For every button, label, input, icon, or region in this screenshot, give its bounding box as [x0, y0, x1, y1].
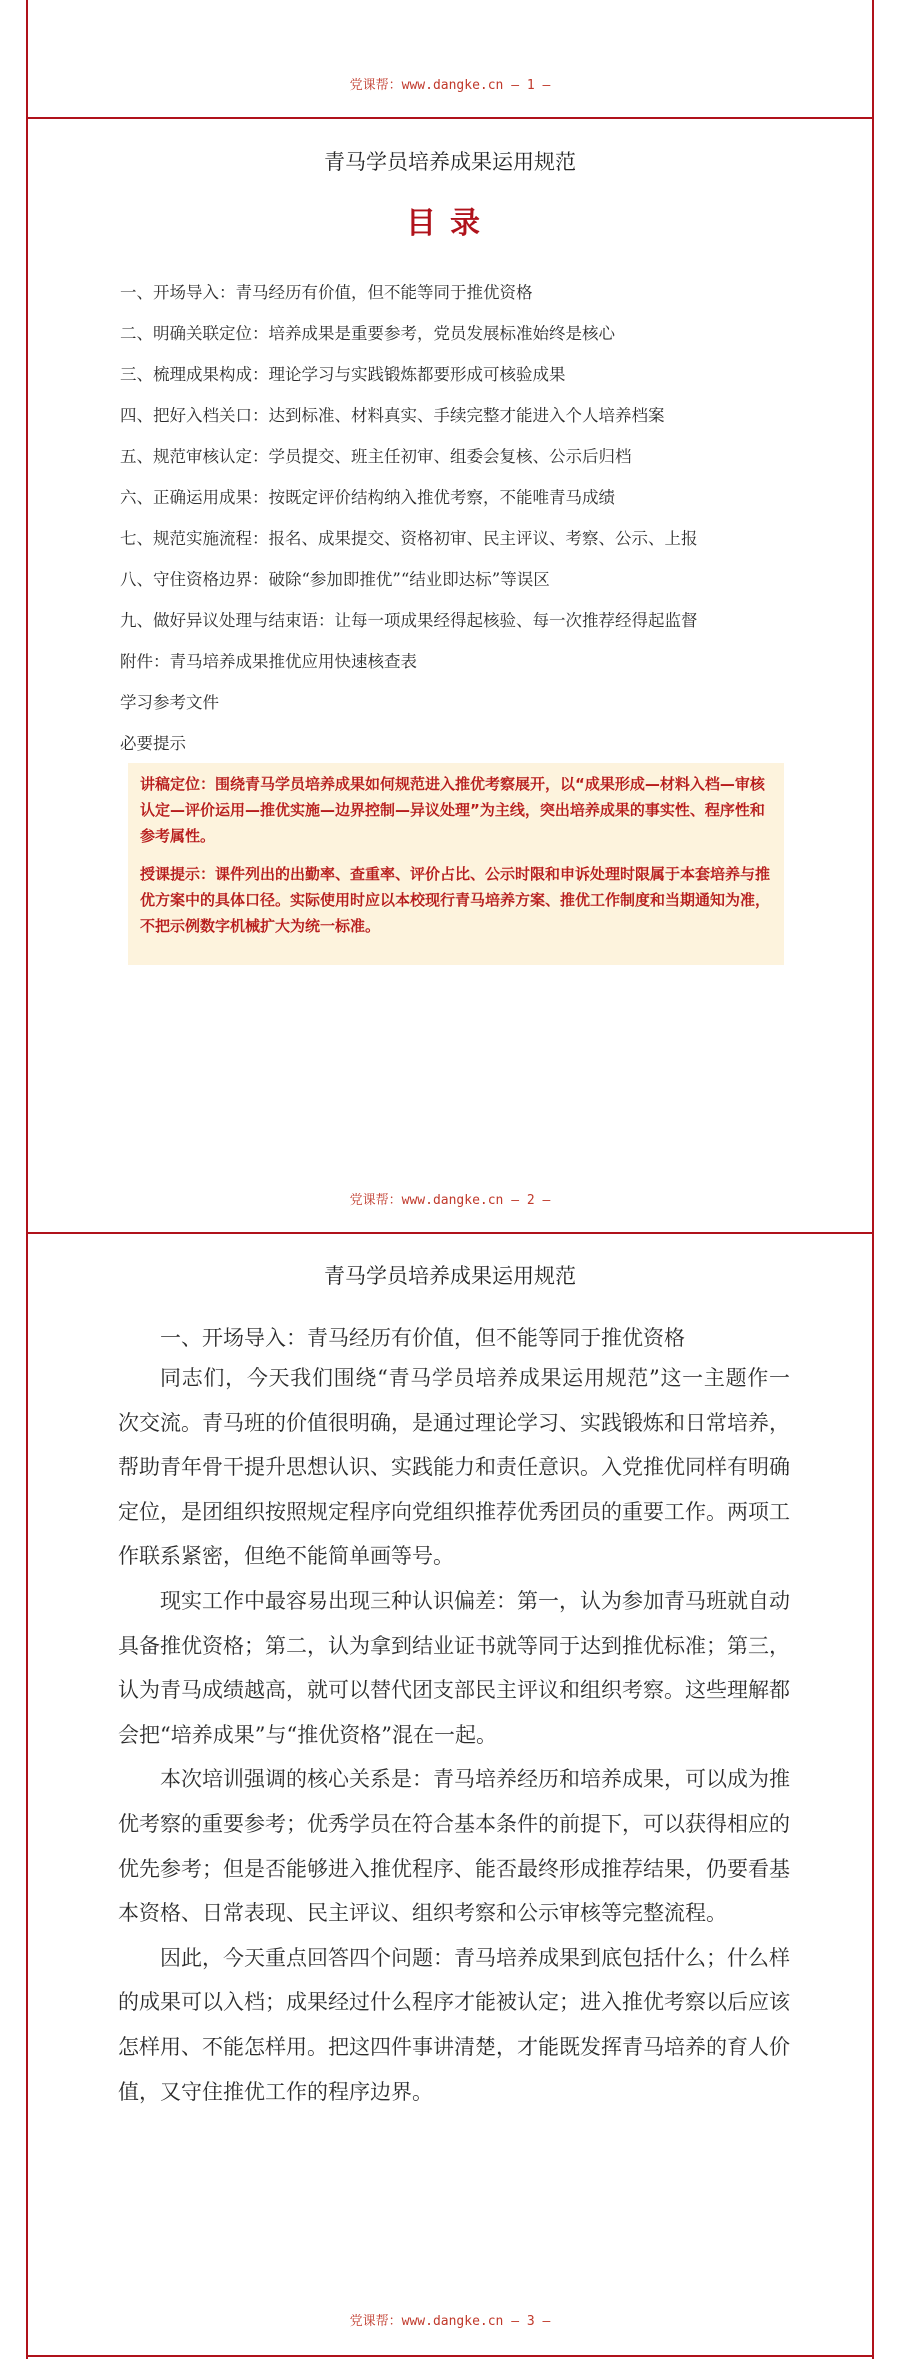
toc-item[interactable]: 九、做好异议处理与结束语：让每一项成果经得起核验、每一次推荐经得起监督 — [120, 611, 698, 630]
teaching-tip-note: 授课提示：课件列出的出勤率、查重率、评价占比、公示时限和申诉处理时限属于本套培养与推优方案中的具体口径。实际使用时应以本校现行青马培养方案、推优工作制度和当期通知为准，不把示例数字机械扩大为统一标准。 — [140, 865, 771, 935]
toc-item[interactable]: 必要提示 — [120, 734, 186, 753]
toc-item[interactable]: 二、明确关联定位：培养成果是重要参考，党员发展标准始终是核心 — [120, 324, 615, 343]
body-paragraph: 因此，今天重点回答四个问题：青马培养成果到底包括什么；什么样的成果可以入档；成果经过什么程序才能被认定；进入推优考察以后应该怎样用、不能怎样用。把这四件事讲清楚，才能既发挥青马培养的育人价值，又守住推优工作的程序边界。 — [118, 1945, 790, 2104]
table-of-contents — [120, 272, 820, 764]
page-footer-3: 党课帮：www.dangke.cn — 3 — — [349, 2314, 551, 2329]
toc-item[interactable]: 三、梳理成果构成：理论学习与实践锻炼都要形成可核验成果 — [120, 365, 566, 384]
section-heading: 一、开场导入：青马经历有价值，但不能等同于推优资格 — [160, 1326, 685, 1350]
body-paragraph: 现实工作中最容易出现三种认识偏差：第一，认为参加青马班就自动具备推优资格；第二，认为拿到结业证书就等同于达到推优标准；第三，认为青马成绩越高，就可以替代团支部民主评议和组织考察。这些理解都会把“培养成果”与“推优资格”混在一起。 — [118, 1588, 790, 1747]
page-footer-2: 党课帮：www.dangke.cn — 2 — — [349, 1193, 551, 1208]
toc-item[interactable]: 四、把好入档关口：达到标准、材料真实、手续完整才能进入个人培养档案 — [120, 406, 665, 425]
page1-frame — [26, 0, 874, 117]
body-paragraph: 同志们，今天我们围绕“青马学员培养成果运用规范”这一主题作一次交流。青马班的价值很明确，是通过理论学习、实践锻炼和日常培养，帮助青年骨干提升思想认识、实践能力和责任意识。入党推优同样有明确定位，是团组织按照规定程序向党组织推荐优秀团员的重要工作。两项工作联系紧密，但绝不能简单画等号。 — [118, 1366, 790, 1569]
toc-item[interactable]: 五、规范审核认定：学员提交、班主任初审、组委会复核、公示后归档 — [120, 447, 632, 466]
toc-title: 目录 — [406, 206, 494, 241]
doc-title-page2: 青马学员培养成果运用规范 — [324, 150, 576, 174]
doc-title-page3: 青马学员培养成果运用规范 — [324, 1264, 576, 1288]
toc-item[interactable]: 一、开场导入：青马经历有价值，但不能等同于推优资格 — [120, 283, 533, 302]
lecture-positioning-note: 讲稿定位：围绕青马学员培养成果如何规范进入推优考察展开，以“成果形成—材料入档—审核认定—评价运用—推优实施—边界控制—异议处理”为主线，突出培养成果的事实性、程序性和参考属性。 — [140, 775, 765, 845]
toc-item[interactable]: 六、正确运用成果：按既定评价结构纳入推优考察，不能唯青马成绩 — [120, 488, 615, 507]
toc-item[interactable]: 附件：青马培养成果推优应用快速核查表 — [120, 652, 417, 671]
body-paragraph: 本次培训强调的核心关系是：青马培养经历和培养成果，可以成为推优考察的重要参考；优秀学员在符合基本条件的前提下，可以获得相应的优先参考；但是否能够进入推优程序、能否最终形成推荐结果，仍要看基本资格、日常表现、民主评议、组织考察和公示审核等完整流程。 — [118, 1767, 790, 1926]
page-footer-1: 党课帮：www.dangke.cn — 1 — — [349, 78, 551, 93]
toc-item[interactable]: 七、规范实施流程：报名、成果提交、资格初审、民主评议、考察、公示、上报 — [120, 529, 698, 548]
lecture-notes-box — [128, 763, 784, 965]
toc-item[interactable]: 八、守住资格边界：破除“参加即推优”“结业即达标”等误区 — [120, 570, 550, 589]
section-body — [118, 1356, 790, 2114]
page-bottom-rule — [26, 2355, 874, 2357]
toc-item[interactable]: 学习参考文件 — [120, 693, 219, 712]
